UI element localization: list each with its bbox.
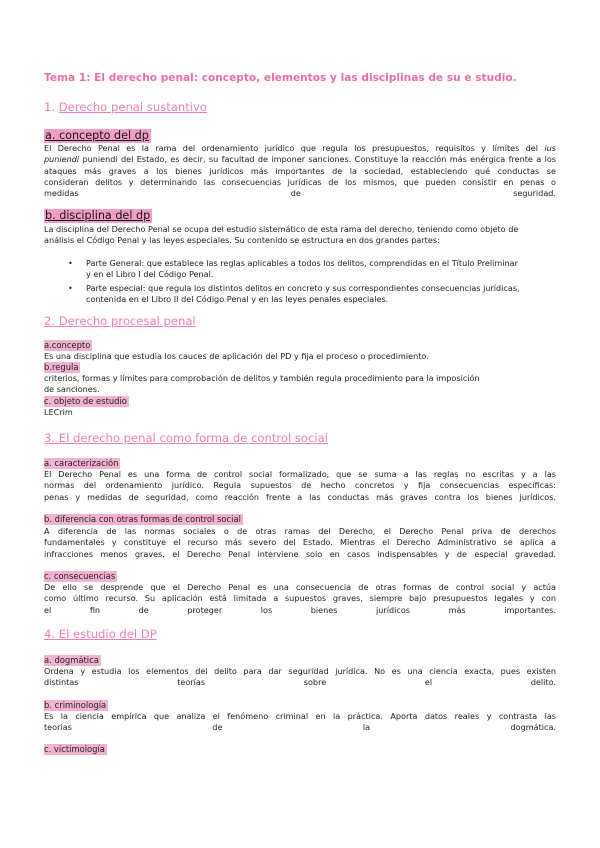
subheading-concepto-del-dp: a. concepto del dp (45, 129, 149, 142)
section-1-heading (44, 100, 207, 114)
paragraph-concepto-del-dp: El Derecho Penal es la rama del ordenamiento jurídico que regula los presupuestos, requisitos y límites del ius puniendi puniendi del Estado, es decir, su facultad de imponer sanciones. Constituye la reacción más enérgica frente a los ataques más graves a los bienes jurídicos más importantes de la sociedad, estableciendo qué conductas se consideran delitos y determinando las consecuencias jurídicas de los mismos, que pueden consistir en penas o medidas de seguridad. (44, 143, 556, 199)
subheading-caracterizacion: a. caracterización (44, 458, 119, 468)
paragraph-criminologia: Es la ciencia empírica que analiza el fenómeno criminal en la práctica. Aporta datos reales y contrasta las teorías de la dogmática. (44, 711, 556, 733)
bullet-icon: • (68, 282, 73, 293)
paragraph-objeto-de-estudio: LECrim (44, 407, 73, 417)
section-2-heading: 2. Derecho procesal penal (44, 314, 196, 328)
paragraph-regula: criterios, formas y límites para comprobación de delitos y también regula procedimiento para la imposición de sanciones. (44, 373, 480, 395)
paragraph-disciplina-del-dp: La disciplina del Derecho Penal se ocupa del estudio sistemático de esta rama del derecho, teniendo como objeto de análisis el Código Penal y las leyes especiales. Su contenido se estructura en dos grandes partes: (44, 224, 519, 246)
subheading-disciplina-del-dp: b. disciplina del dp (45, 209, 151, 222)
section-1-number: 1. (44, 100, 59, 114)
paragraph-caracterizacion: El Derecho Penal es una forma de control social formalizado, que se suma a las reglas no escritas y a las normas del ordenamiento jurídico. Regula supuestos de hecho concretos y fija consecuencias específicas: penas y medidas de seguridad, como reacción frente a las conductas más graves contra los bienes jurídicos. (44, 469, 556, 502)
bullet-list (68, 258, 558, 307)
bullet-icon: • (68, 258, 73, 268)
subheading-objeto-de-estudio: c. objeto de estudio (44, 396, 127, 406)
subheading-dogmatica: a. dogmática (44, 655, 99, 665)
paragraph-concepto: Es una disciplina que estudia los cauces de aplicación del PD y fija el proceso o procedimiento. (44, 351, 429, 361)
subheading-criminologia: b. criminología (44, 700, 107, 710)
subheading-victimologia: c. victimología (44, 744, 105, 754)
subheading-diferencia: b. diferencia con otras formas de control social (44, 514, 241, 524)
document-title: Tema 1: El derecho penal: concepto, elementos y las disciplinas de su e studio. (44, 72, 517, 84)
subheading-consecuencias: c. consecuencias (44, 571, 116, 581)
section-1-title: Derecho penal sustantivo (58, 100, 207, 114)
section-4-heading: 4. El estudio del DP (44, 627, 157, 641)
subheading-concepto: a.concepto (44, 340, 91, 350)
paragraph-dogmatica: Ordena y estudia los elementos del delito para dar seguridad jurídica. No es una ciencia exacta, pues existen distintas teorías sobre el delito. (44, 666, 556, 688)
subheading-regula: b.regula (44, 362, 79, 372)
paragraph-diferencia: A diferencia de las normas sociales o de otras ramas del Derecho, el Derecho Penal priva de derechos fundamentales y constituye el recurso más severo del Estado. Mientras el Derecho Administrativo se aplica a infracciones menos graves, el Derecho Penal interviene solo en casos indispensables y de especial gravedad. (44, 526, 556, 559)
paragraph-consecuencias: De ello se desprende que el Derecho Penal es una consecuencia de otras formas de control social y actúa como último recurso. Su aplicación está limitada a supuestos graves, siempre bajo presupuestos legales y con el fin de proteger los bienes jurídicos más importantes. (44, 582, 556, 615)
list-item: • Parte especial: que regula los distintos delitos en concreto y sus correspondientes consecuencias jurídicas, contenida en el Libro II del Código Penal y en las leyes penales especiales. (68, 282, 520, 304)
section-3-heading: 3. El derecho penal como forma de control social (44, 431, 328, 445)
list-item: • Parte General: que establece las reglas aplicables a todos los delitos, comprendidas en el Título Preliminar y en el Libro I del Código Penal. (68, 258, 518, 280)
